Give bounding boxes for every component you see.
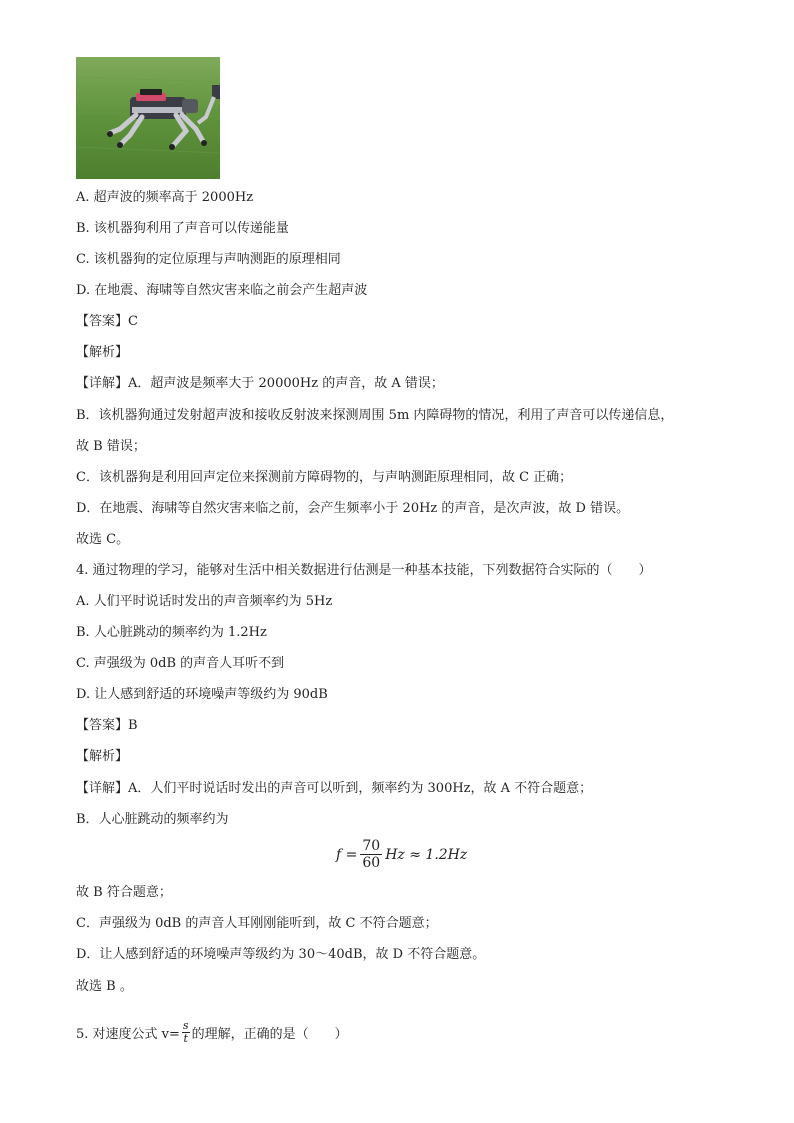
q3-option-d: D. 在地震、海啸等自然灾害来临之前会产生超声波 [76,283,368,298]
q4-detail-b: B．人心脏跳动的频率约为 [76,812,229,827]
formula-rhs: Hz ≈ 1.2Hz [385,846,468,863]
q3-detail-a: 【详解】A．超声波是频率大于 20000Hz 的声音，故 A 错误； [76,376,444,391]
robot-dog-photo [76,57,220,179]
q3-detail-b: B．该机器狗通过发射超声波和接收反射波来探测周围 5m 内障碍物的情况，利用了声音可以传递信息， [76,408,674,423]
q4-option-c: C. 声强级为 0dB 的声音人耳听不到 [76,656,285,671]
q4-detail-b-conclusion: 故 B 符合题意； [76,885,172,900]
q4-conclusion: 故选 B 。 [76,979,133,994]
q4-analysis-label: 【解析】 [76,749,129,764]
q4-detail-c: C．声强级为 0dB 的声音人耳刚刚能听到，故 C 不符合题意； [76,916,438,931]
formula-numerator: 70 [362,838,381,854]
q3-option-c: C. 该机器狗的定位原理与声呐测距的原理相同 [76,252,341,267]
q3-option-a: A. 超声波的频率高于 2000Hz [76,190,254,205]
q5-suffix: 的理解，正确的是（ ） [191,1027,348,1042]
q5-prefix: 5. 对速度公式 v= [76,1027,180,1042]
q3-answer: 【答案】C [76,314,138,329]
q3-detail-d: D．在地震、海啸等自然灾害来临之前，会产生频率小于 20Hz 的声音，是次声波，故 D 错误。 [76,501,630,516]
q3-option-b: B. 该机器狗利用了声音可以传递能量 [76,221,289,236]
velocity-numerator: s [182,1019,189,1032]
q4-option-d: D. 让人感到舒适的环境噪声等级约为 90dB [76,687,328,702]
q4-detail-a: 【详解】A．人们平时说话时发出的声音可以听到，频率约为 300Hz，故 A 不符合题意； [76,781,593,796]
formula-lhs: f = [336,846,358,863]
heart-rate-formula [336,838,467,871]
formula-fraction [360,838,382,871]
velocity-denominator: t [183,1032,188,1045]
q3-detail-c: C．该机器狗是利用回声定位来探测前方障碍物的，与声呐测距原理相同，故 C 正确； [76,470,573,485]
formula-denominator: 60 [362,855,381,871]
q3-conclusion: 故选 C。 [76,532,130,547]
q4-detail-d: D．让人感到舒适的环境噪声等级约为 30～40dB，故 D 不符合题意。 [76,947,486,962]
q4-answer: 【答案】B [76,718,138,733]
q3-detail-b-cont: 故 B 错误； [76,439,146,454]
q5-stem [76,1020,348,1045]
q4-option-b: B. 人心脏跳动的频率约为 1.2Hz [76,625,267,640]
velocity-fraction [182,1020,190,1045]
q4-stem: 4. 通过物理的学习，能够对生活中相关数据进行估测是一种基本技能，下列数据符合实际的（ ） [76,563,652,578]
q3-analysis-label: 【解析】 [76,345,129,360]
q4-option-a: A. 人们平时说话时发出的声音频率约为 5Hz [76,594,333,609]
robot-dog-illustration [76,57,220,179]
